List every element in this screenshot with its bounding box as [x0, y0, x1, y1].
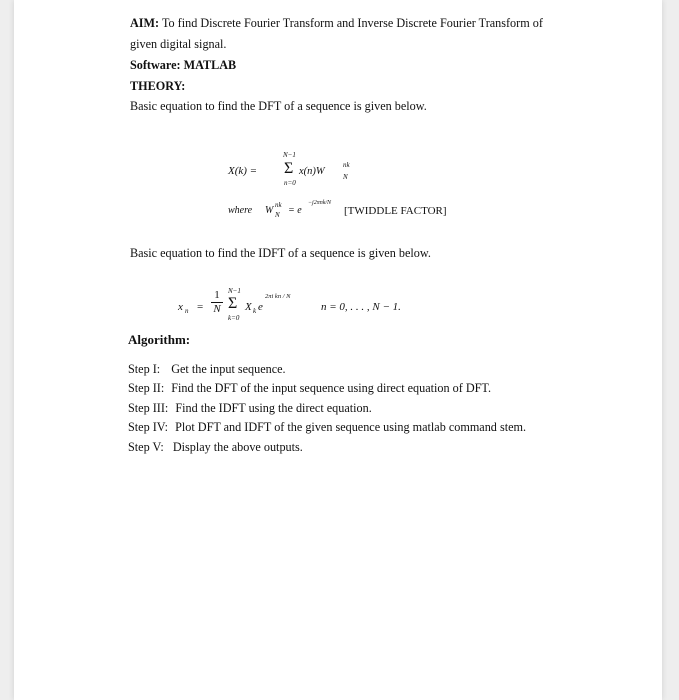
- software-value: MATLAB: [183, 58, 237, 72]
- list-item: [128, 362, 286, 376]
- dft-sum-upper: N−1: [283, 151, 296, 159]
- aim-text-1: To find Discrete Fourier Transform and Inverse Discrete Fourier Transform of: [161, 16, 543, 30]
- idft-term: X: [245, 301, 252, 313]
- twiddle-w-sub: N: [275, 211, 280, 219]
- idft-frac-den: N: [213, 303, 221, 315]
- twiddle-exp: −j2πnk/N: [308, 200, 332, 206]
- document-page: [14, 0, 662, 700]
- aim-label: AIM:: [130, 16, 160, 30]
- list-item: [128, 381, 491, 395]
- idft-sum-upper: N−1: [228, 287, 241, 295]
- theory-heading: THEORY:: [130, 79, 186, 93]
- idft-sigma: Σ: [228, 295, 238, 312]
- list-item: [128, 440, 303, 454]
- step-label: Step II:: [128, 381, 165, 395]
- twiddle-w-sup: nk: [275, 201, 282, 209]
- idft-lhs: x: [178, 301, 183, 313]
- dft-sigma: Σ: [284, 160, 294, 177]
- step-label: Step I:: [128, 362, 161, 376]
- twiddle-w: W: [265, 205, 274, 216]
- dft-intro: Basic equation to find the DFT of a sequence is given below.: [130, 99, 427, 113]
- idft-term-sub: k: [253, 307, 257, 315]
- dft-term: x(n)W: [299, 166, 325, 177]
- twiddle-where: where: [228, 205, 253, 216]
- step-label: Step IV:: [128, 420, 169, 434]
- idft-intro: Basic equation to find the IDFT of a sequence is given below.: [130, 246, 431, 260]
- aim-line-1: [130, 16, 543, 30]
- step-text: Display the above outputs.: [172, 440, 303, 454]
- step-label: Step V:: [128, 440, 164, 454]
- aim-line-2: [130, 37, 226, 51]
- list-item: [128, 420, 526, 434]
- algorithm-heading: Algorithm:: [128, 332, 191, 347]
- dft-term-sub: N: [343, 173, 348, 181]
- idft-range: n = 0, . . . , N − 1.: [321, 301, 401, 313]
- software-label: Software:: [130, 58, 181, 72]
- step-text: Get the input sequence.: [171, 362, 286, 376]
- list-item: [128, 401, 372, 415]
- dft-lhs: X(k) =: [228, 165, 258, 177]
- step-text: Find the DFT of the input sequence using direct equation of DFT.: [171, 381, 492, 395]
- twiddle-label: [TWIDDLE FACTOR]: [344, 205, 447, 217]
- idft-sum-lower: k=0: [228, 314, 240, 322]
- idft-e: e: [258, 301, 263, 313]
- idft-eq: =: [197, 301, 204, 313]
- idft-frac-num: 1: [214, 289, 220, 301]
- software-line: [130, 58, 236, 72]
- step-label: Step III:: [128, 401, 169, 415]
- step-text: Find the IDFT using the direct equation.: [175, 401, 372, 415]
- dft-term-sup: nk: [343, 161, 350, 169]
- step-text: Plot DFT and IDFT of the given sequence using matlab command stem.: [175, 420, 527, 434]
- document-body: [14, 0, 662, 700]
- twiddle-eq: = e: [288, 205, 302, 216]
- idft-lhs-sub: n: [185, 307, 189, 315]
- idft-fraction: [211, 290, 223, 315]
- idft-e-sup: 2πi kn / N: [265, 293, 291, 300]
- aim-text-2: given digital signal.: [130, 37, 227, 51]
- dft-sum-lower: n=0: [284, 179, 296, 187]
